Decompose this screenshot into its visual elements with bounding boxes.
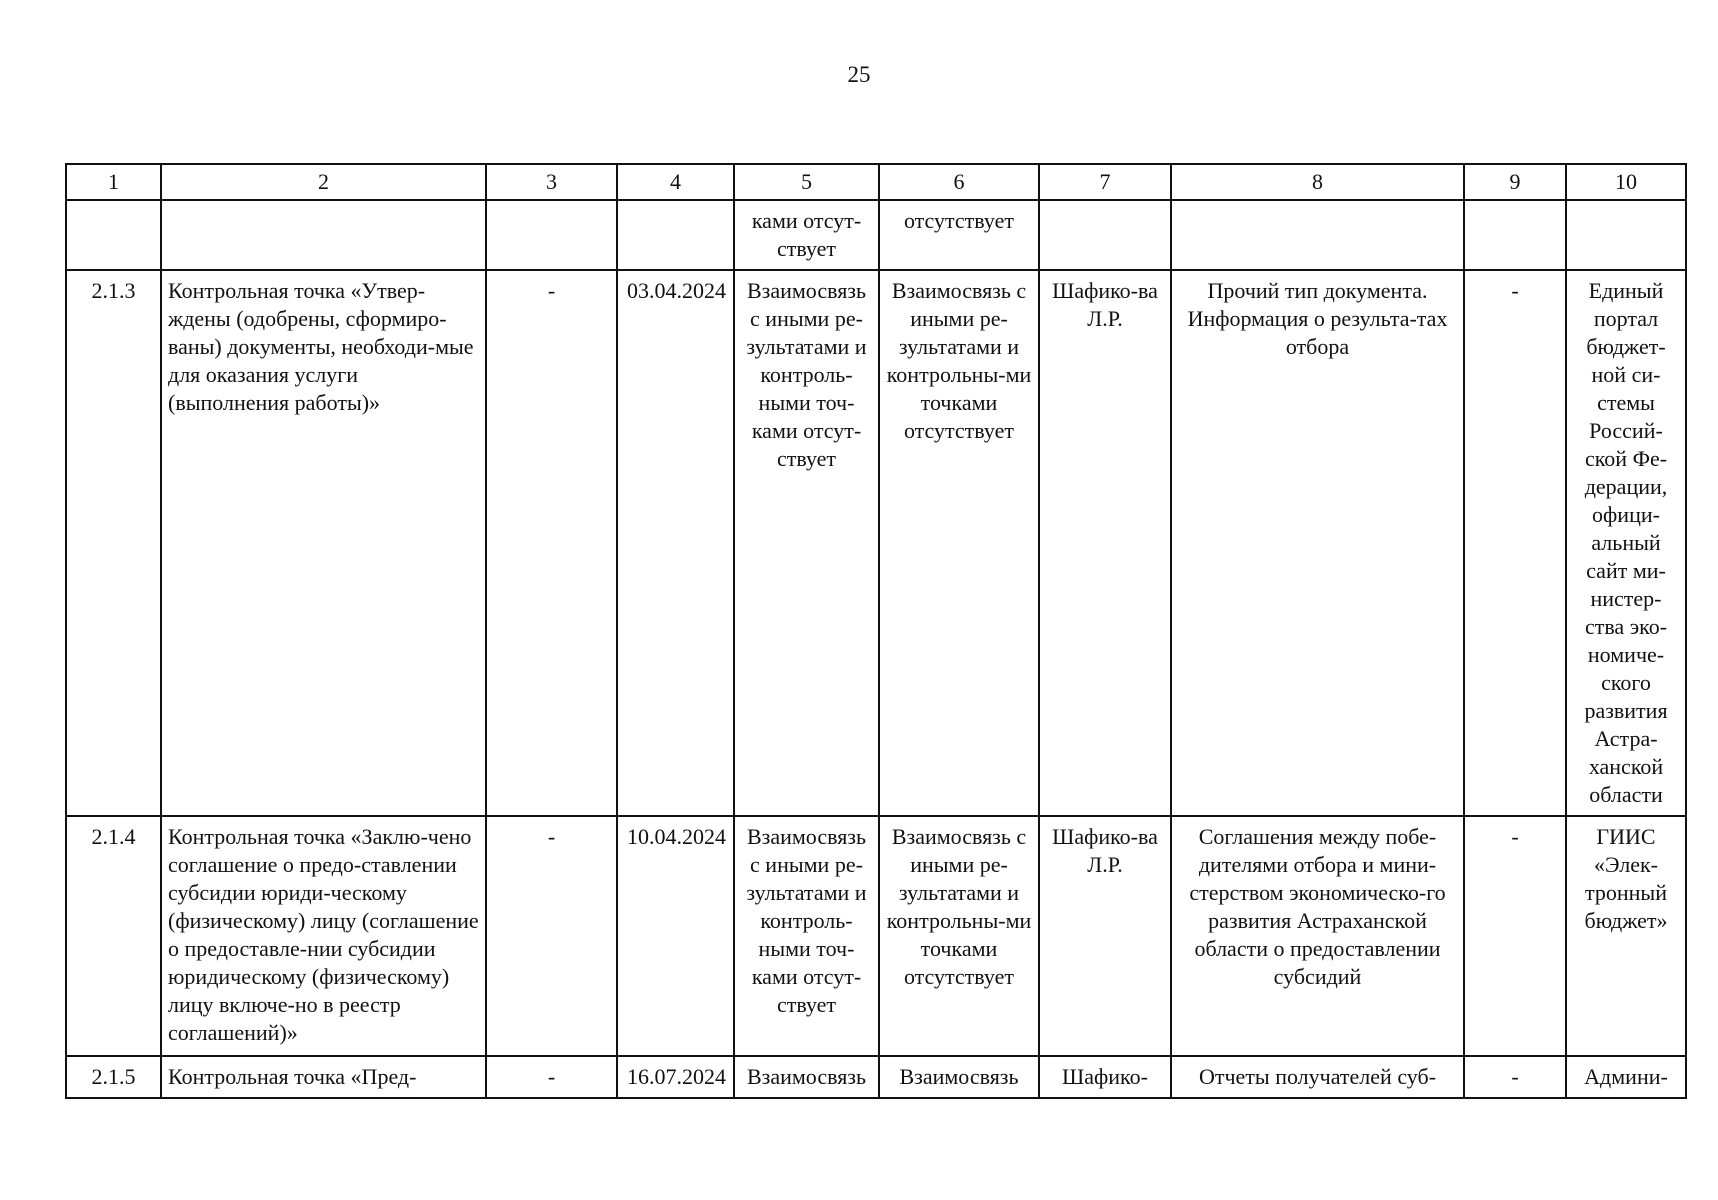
- column-header: 1: [66, 164, 161, 200]
- cell-name: Контрольная точка «Утвер-ждены (одобрены, сформиро-ваны) документы, необходи-мые для оказания услуги (выполнения работы)»: [161, 270, 486, 816]
- cell-name: Контрольная точка «Пред-: [161, 1056, 486, 1098]
- cell-doc-type: Соглашения между побе-дителями отбора и мини-стерством экономическо-го развития Астраханской области о предоставлении субсидий: [1171, 816, 1464, 1056]
- cell-system: ГИИС «Элек-тронный бюджет»: [1566, 816, 1686, 1056]
- column-header: 5: [734, 164, 879, 200]
- cell-name: Контрольная точка «Заклю-чено соглашение о предо-ставлении субсидии юриди-ческому (физическому) лицу (соглашение о предоставле-нии субсидии юридическому (физическому) лицу включе-но в реестр соглашений)»: [161, 816, 486, 1056]
- cell-responsible: [1039, 200, 1171, 270]
- cell-link-points: отсутствует: [879, 200, 1039, 270]
- cell-link-points: Взаимосвязь: [879, 1056, 1039, 1098]
- cell-previous: -: [486, 1056, 617, 1098]
- column-header: 8: [1171, 164, 1464, 200]
- cell-link-points: Взаимосвязь с иными ре-зультатами и контрольны-ми точками отсутствует: [879, 816, 1039, 1056]
- cell-link-points: Взаимосвязь с иными ре-зультатами и контрольны-ми точками отсутствует: [879, 270, 1039, 816]
- cell-number: 2.1.4: [66, 816, 161, 1056]
- cell-previous: -: [486, 270, 617, 816]
- cell-col9: -: [1464, 270, 1566, 816]
- table-row: [66, 270, 1686, 816]
- cell-responsible: Шафико-ва Л.Р.: [1039, 816, 1171, 1056]
- column-header: 2: [161, 164, 486, 200]
- cell-number: 2.1.5: [66, 1056, 161, 1098]
- cell-link-results: ками отсут-ствует: [734, 200, 879, 270]
- cell-name: [161, 200, 486, 270]
- column-header: 4: [617, 164, 734, 200]
- cell-system: Единый портал бюджет-ной си-стемы Россий-ской Фе-дерации, офици-альный сайт ми-нистер-ства эко-номиче-ского развития Астра-ханской области: [1566, 270, 1686, 816]
- table-row: [66, 200, 1686, 270]
- cell-link-results: Взаимосвязь с иными ре-зультатами и контроль-ными точ-ками отсут-ствует: [734, 270, 879, 816]
- table-row: [66, 816, 1686, 1056]
- cell-previous: [486, 200, 617, 270]
- cell-number: 2.1.3: [66, 270, 161, 816]
- column-header: 7: [1039, 164, 1171, 200]
- cell-col9: [1464, 200, 1566, 270]
- cell-responsible: Шафико-: [1039, 1056, 1171, 1098]
- cell-link-results: Взаимосвязь: [734, 1056, 879, 1098]
- cell-doc-type: Отчеты получателей суб-: [1171, 1056, 1464, 1098]
- column-header: 9: [1464, 164, 1566, 200]
- cell-doc-type: [1171, 200, 1464, 270]
- cell-link-results: Взаимосвязь с иными ре-зультатами и контроль-ными точ-ками отсут-ствует: [734, 816, 879, 1056]
- cell-col9: -: [1464, 1056, 1566, 1098]
- plan-table: [65, 163, 1687, 1099]
- cell-number: [66, 200, 161, 270]
- page-number: 25: [847, 62, 871, 87]
- cell-responsible: Шафико-ва Л.Р.: [1039, 270, 1171, 816]
- cell-system: [1566, 200, 1686, 270]
- column-header: 10: [1566, 164, 1686, 200]
- table-row: [66, 1056, 1686, 1098]
- cell-date: [617, 200, 734, 270]
- cell-previous: -: [486, 816, 617, 1056]
- cell-doc-type: Прочий тип документа. Информация о результа-тах отбора: [1171, 270, 1464, 816]
- cell-system: Админи-: [1566, 1056, 1686, 1098]
- cell-col9: -: [1464, 816, 1566, 1056]
- column-header: 3: [486, 164, 617, 200]
- cell-date: 16.07.2024: [617, 1056, 734, 1098]
- cell-date: 10.04.2024: [617, 816, 734, 1056]
- header-row: [66, 164, 1686, 200]
- cell-date: 03.04.2024: [617, 270, 734, 816]
- column-header: 6: [879, 164, 1039, 200]
